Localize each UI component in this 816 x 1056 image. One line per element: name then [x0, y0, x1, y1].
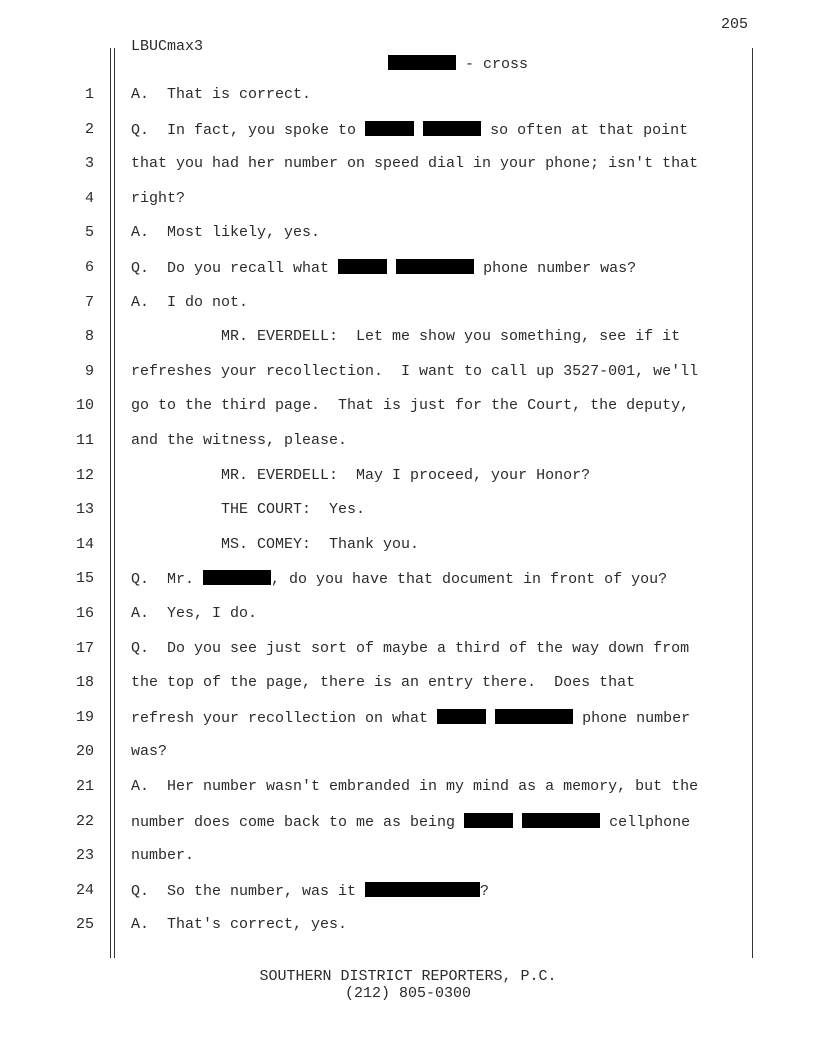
transcript-text: Q. Do you see just sort of maybe a third of the way down from — [131, 640, 690, 657]
line-number: 13 — [75, 501, 94, 518]
transcript-text: and the witness, please. — [131, 432, 348, 449]
transcript-text: , do you have that document in front of you? — [271, 571, 668, 588]
line-number: 19 — [75, 709, 94, 726]
line-number: 4 — [84, 190, 94, 207]
redaction-block — [522, 813, 600, 828]
line-number: 6 — [84, 259, 94, 276]
left-margin-rule-inner — [114, 48, 115, 958]
transcript-line — [131, 674, 635, 691]
transcript-line — [131, 882, 489, 900]
transcript-text: right? — [131, 190, 186, 207]
transcript-text: A. Yes, I do. — [131, 605, 258, 622]
transcript-text — [387, 260, 396, 277]
running-header-title — [370, 38, 528, 73]
transcript-line — [131, 501, 365, 518]
transcript-text: THE COURT: Yes. — [131, 501, 366, 518]
line-number: 9 — [84, 363, 94, 380]
line-number: 2 — [84, 121, 94, 138]
transcript-line — [131, 121, 688, 139]
line-number: 14 — [75, 536, 94, 553]
transcript-text: that you had her number on speed dial in your phone; isn't that — [131, 155, 699, 172]
transcript-text: Q. In fact, you spoke to — [131, 122, 366, 139]
transcript-text: MR. EVERDELL: Let me show you something, see if it — [131, 328, 681, 345]
transcript-text: Q. Mr. — [131, 571, 204, 588]
transcript-line — [131, 778, 698, 795]
transcript-line — [131, 259, 636, 277]
redaction-block — [388, 55, 456, 70]
transcript-text: MS. COMEY: Thank you. — [131, 536, 420, 553]
line-number: 12 — [75, 467, 94, 484]
transcript-line — [131, 363, 698, 380]
redaction-block — [495, 709, 573, 724]
redaction-block — [437, 709, 486, 724]
transcript-text: the top of the page, there is an entry there. Does that — [131, 674, 636, 691]
transcript-line — [131, 224, 320, 241]
footer-phone: (212) 805-0300 — [344, 985, 472, 1002]
transcript-line — [131, 397, 689, 414]
line-number: 1 — [84, 86, 94, 103]
line-number: 5 — [84, 224, 94, 241]
transcript-line — [131, 813, 690, 831]
line-number: 24 — [75, 882, 94, 899]
transcript-line — [131, 328, 680, 345]
transcript-line — [131, 709, 690, 727]
transcript-text — [486, 710, 495, 727]
transcript-text — [414, 122, 423, 139]
transcript-line — [131, 570, 667, 588]
redaction-block — [396, 259, 474, 274]
transcript-text: phone number was? — [474, 260, 637, 277]
transcript-text: was? — [131, 743, 168, 760]
line-number: 25 — [75, 916, 94, 933]
redaction-block — [365, 121, 414, 136]
page-number: 205 — [720, 16, 748, 33]
transcript-line — [131, 155, 698, 172]
line-number: 20 — [75, 743, 94, 760]
line-number: 3 — [84, 155, 94, 172]
left-margin-rule-outer — [110, 48, 111, 958]
transcript-line — [131, 847, 194, 864]
redaction-block — [203, 570, 271, 585]
transcript-text: Q. Do you recall what — [131, 260, 339, 277]
line-number: 21 — [75, 778, 94, 795]
transcript-line — [131, 916, 347, 933]
transcript-text: A. I do not. — [131, 294, 249, 311]
transcript-line — [131, 190, 185, 207]
transcript-line — [131, 605, 257, 622]
transcript-line — [131, 640, 689, 657]
line-number: 23 — [75, 847, 94, 864]
line-number: 11 — [75, 432, 94, 449]
transcript-text: A. That's correct, yes. — [131, 916, 348, 933]
transcript-text: A. Her number wasn't embranded in my mind as a memory, but the — [131, 778, 699, 795]
line-number: 10 — [75, 397, 94, 414]
transcript-line — [131, 536, 419, 553]
transcript-text: so often at that point — [481, 122, 689, 139]
transcript-text: refresh your recollection on what — [131, 710, 438, 727]
transcript-text: refreshes your recollection. I want to call up 3527-001, we'll — [131, 363, 699, 380]
transcript-line — [131, 86, 311, 103]
transcript-text: Q. So the number, was it — [131, 883, 366, 900]
transcript-text: go to the third page. That is just for the Court, the deputy, — [131, 397, 690, 414]
line-number: 15 — [75, 570, 94, 587]
line-number: 7 — [84, 294, 94, 311]
line-number: 8 — [84, 328, 94, 345]
line-number: 17 — [75, 640, 94, 657]
transcript-text: ? — [480, 883, 490, 900]
transcript-line — [131, 294, 248, 311]
transcript-text — [513, 814, 522, 831]
transcript-text: cellphone — [600, 814, 691, 831]
transcript-text: number does come back to me as being — [131, 814, 465, 831]
running-header-code: LBUCmax3 — [131, 38, 204, 55]
line-number: 22 — [75, 813, 94, 830]
transcript-line — [131, 743, 167, 760]
redaction-block — [423, 121, 481, 136]
footer-reporter-name: SOUTHERN DISTRICT REPORTERS, P.C. — [259, 968, 557, 985]
right-margin-rule — [752, 48, 753, 958]
redaction-block — [464, 813, 513, 828]
line-number: 16 — [75, 605, 94, 622]
transcript-text: phone number — [573, 710, 691, 727]
transcript-text: A. Most likely, yes. — [131, 224, 321, 241]
header-suffix: - cross — [456, 56, 529, 73]
transcript-text: MR. EVERDELL: May I proceed, your Honor? — [131, 467, 591, 484]
transcript-text: A. That is correct. — [131, 86, 312, 103]
redaction-block — [365, 882, 480, 897]
transcript-line — [131, 432, 347, 449]
line-number: 18 — [75, 674, 94, 691]
footer — [0, 968, 816, 1002]
transcript-line — [131, 467, 590, 484]
transcript-text: number. — [131, 847, 195, 864]
redaction-block — [338, 259, 387, 274]
